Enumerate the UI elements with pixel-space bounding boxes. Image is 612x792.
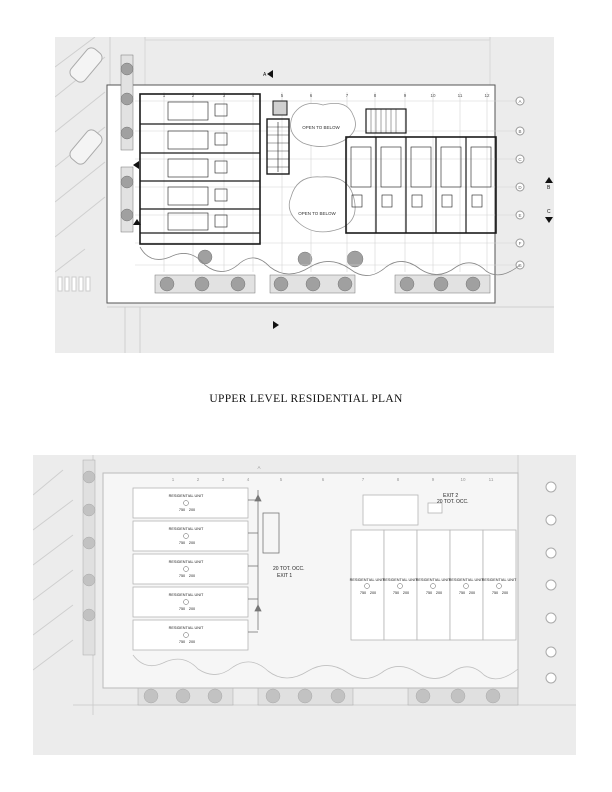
planter-trees-left [121, 55, 133, 232]
unit-label: RESIDENTIAL UNIT [168, 560, 204, 564]
grid-row-label: F [518, 241, 522, 246]
unit-occ: 200 [188, 640, 196, 644]
grid-col-label: 11 [457, 93, 463, 98]
unit-area: 750 [178, 574, 186, 578]
unit-occ: 200 [468, 591, 476, 595]
exit2-label: EXIT 2 [443, 493, 459, 499]
grid-col-label: 3 [221, 477, 225, 482]
grid-col-label: 1 [162, 93, 166, 98]
crosswalk [58, 277, 90, 291]
grid-col-label: 2 [191, 93, 195, 98]
grid-col-label: 10 [430, 93, 436, 98]
exit1-occupancy: 20 TOT. OCC. [273, 566, 305, 572]
section-label: B [547, 185, 551, 191]
section-label: A [263, 72, 267, 78]
open-to-below-label: OPEN TO BELOW [298, 211, 336, 216]
unit-occ: 200 [188, 574, 196, 578]
grid-row-bubbles [516, 97, 524, 269]
grid-col-label: 7 [345, 93, 349, 98]
unit-label: RESIDENTIAL UNIT [448, 578, 484, 582]
grid-row-label: G [518, 263, 522, 268]
parked-cars [68, 45, 105, 166]
upper-level-floor-plan [55, 37, 554, 353]
grid-row-label: E [518, 213, 522, 218]
unit-occ: 200 [435, 591, 443, 595]
grid-col-label: 2 [196, 477, 200, 482]
grid-col-label: 7 [361, 477, 365, 482]
grid-col-label: 5 [279, 477, 283, 482]
unit-occ: 200 [188, 607, 196, 611]
unit-label: RESIDENTIAL UNIT [415, 578, 451, 582]
grid-col-label: 11 [488, 477, 494, 482]
grid-col-label: 4 [246, 477, 250, 482]
grid-col-label: 10 [460, 477, 466, 482]
unit-area: 750 [458, 591, 466, 595]
unit-area: 750 [491, 591, 499, 595]
grid-col-label: 9 [403, 93, 407, 98]
right-bubbles [546, 482, 556, 683]
grid-row-label: C [518, 157, 522, 162]
unit-label: RESIDENTIAL UNIT [168, 527, 204, 531]
unit-area: 750 [178, 541, 186, 545]
unit-label: RESIDENTIAL UNIT [168, 626, 204, 630]
section-label: A [257, 465, 261, 470]
grid-row-label: A [518, 99, 522, 104]
unit-area: 750 [392, 591, 400, 595]
unit-label: RESIDENTIAL UNIT [481, 578, 517, 582]
grid-col-label: 4 [251, 93, 255, 98]
grid-col-label: 6 [309, 93, 313, 98]
grid-row-label: D [518, 185, 522, 190]
grid-col-label: 5 [280, 93, 284, 98]
unit-area: 750 [178, 607, 186, 611]
grid-col-label: 9 [431, 477, 435, 482]
grid-col-label: 12 [484, 93, 490, 98]
unit-label: RESIDENTIAL UNIT [168, 593, 204, 597]
unit-occ: 200 [501, 591, 509, 595]
unit-label: RESIDENTIAL UNIT [168, 494, 204, 498]
unit-area: 750 [359, 591, 367, 595]
exit1-label: EXIT 1 [277, 573, 293, 579]
unit-label: RESIDENTIAL UNIT [382, 578, 418, 582]
unit-occ: 200 [188, 541, 196, 545]
grid-col-label: 6 [321, 477, 325, 482]
unit-occ: 200 [402, 591, 410, 595]
grid-row-label: B [518, 129, 522, 134]
section-label: C [547, 209, 551, 215]
unit-area: 750 [178, 640, 186, 644]
grid-col-label: 3 [222, 93, 226, 98]
unit-occ: 200 [369, 591, 377, 595]
open-to-below-label: OPEN TO BELOW [302, 125, 340, 130]
unit-area: 750 [178, 508, 186, 512]
grid-col-label: 8 [396, 477, 400, 482]
grid-col-label: 8 [373, 93, 377, 98]
exit2-occupancy: 20 TOT. OCC. [437, 499, 469, 505]
unit-label: RESIDENTIAL UNIT [349, 578, 385, 582]
page-title: UPPER LEVEL RESIDENTIAL PLAN [209, 393, 403, 405]
grid-col-label: 1 [171, 477, 175, 482]
unit-occ: 200 [188, 508, 196, 512]
unit-area: 750 [425, 591, 433, 595]
occupancy-egress-plan [33, 455, 576, 755]
